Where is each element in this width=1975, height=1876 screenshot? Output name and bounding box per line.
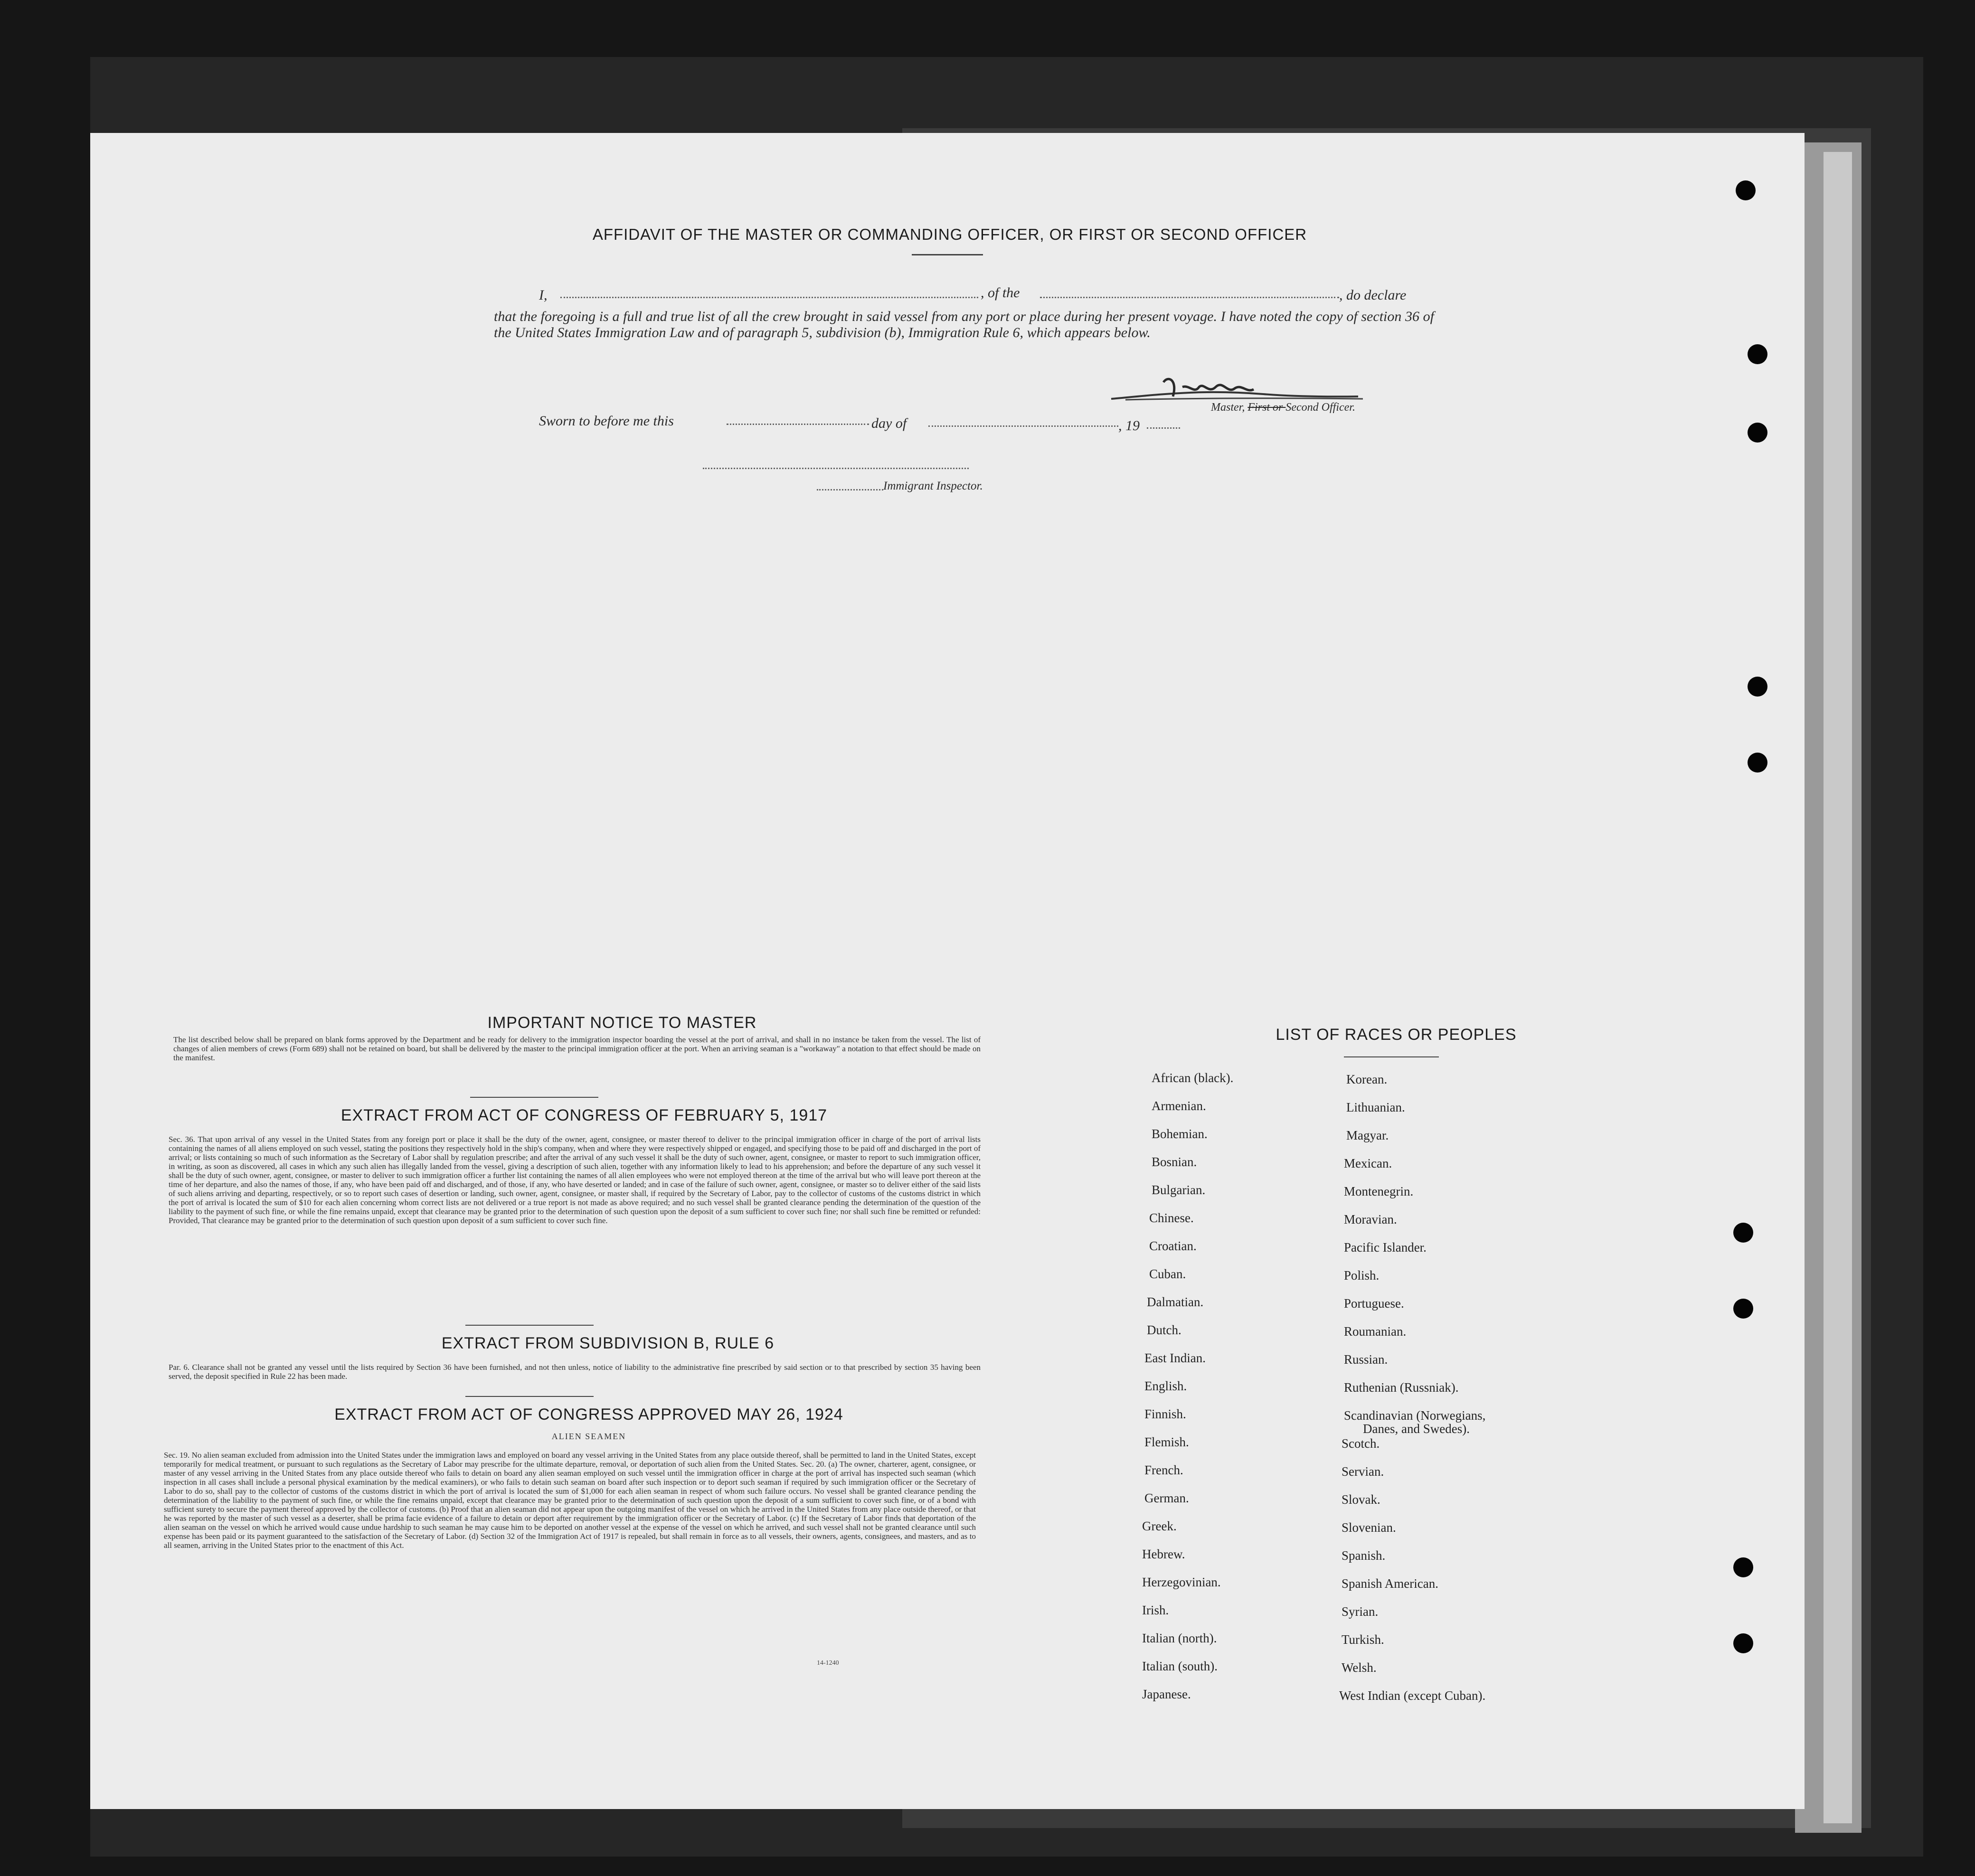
race-item: Spanish. <box>1342 1548 1386 1563</box>
race-item-continued: Danes, and Swedes). <box>1363 1422 1470 1436</box>
signature-master-label: Master, <box>1211 401 1248 414</box>
race-item: Portuguese. <box>1344 1296 1404 1310</box>
race-item: Japanese. <box>1142 1687 1191 1701</box>
affidavit-body: that the foregoing is a full and true list of all the crew brought in said vessel from any port or place during her present voyage. I have noted the copy of section 36 of the United States Immigration Law and of paragraph 5, subdivision (b), Immigration Rule 6, which appears below. <box>494 309 1434 340</box>
affidavit-title-rule <box>912 254 983 255</box>
extract-1917-rule <box>465 1325 594 1326</box>
binder-hole <box>1748 344 1767 364</box>
affidavit-do-declare-label: , do declare <box>1339 287 1407 303</box>
race-item: Mexican. <box>1344 1156 1392 1170</box>
race-item: English. <box>1144 1379 1187 1393</box>
race-item: East Indian. <box>1144 1351 1206 1365</box>
race-item: Polish. <box>1344 1268 1380 1282</box>
race-item: Dalmatian. <box>1147 1295 1204 1309</box>
signature-caption <box>1211 401 1355 414</box>
race-item: Irish. <box>1142 1603 1169 1617</box>
year-label: , 19 <box>1118 418 1140 434</box>
race-item: Slovenian. <box>1342 1520 1396 1535</box>
race-item: Armenian. <box>1152 1099 1206 1113</box>
extract-1924-title: EXTRACT FROM ACT OF CONGRESS APPROVED MAY 26, 1924 <box>334 1405 843 1423</box>
race-item: West Indian (except Cuban). <box>1339 1688 1486 1703</box>
affidavit-i-label: I, <box>539 287 548 303</box>
race-item: Bulgarian. <box>1152 1183 1206 1197</box>
extract-1924-text: Sec. 19. No alien seaman excluded from admission into the United States under the immigration laws and employed on board any vessel arriving in the United States from any place outside thereof, shall be permitted to land in the United States, except temporarily for medical treatment, or pursuant to such regulations as the Secretary of Labor may prescribe for the ultimate departure, removal, or deportation of such alien from the United States. Sec. 20. (a) The owner, charterer, agent, consignee, or master of any vessel arriving in the United States from any place outside thereof who fails to detain on board any alien seaman employed on such vessel until the immigration officer in charge at the port of arrival has inspected such seaman (which inspection in all cases shall include a personal physical examination by the medical examiners), or who fails to detain such seaman on board after such inspection or to deport such seaman if required by such immigration officer or the Secretary of Labor to do so, shall pay to the collector of customs of the customs district in which the port of arrival is located the sum of $1,000 for each alien seaman in respect of whom such failure occurs. No vessel shall be granted clearance pending the determination of the liability to the payment of such fine, or while the fine remains unpaid, except that clearance may be granted prior to the determination of such question upon the deposit of a sum sufficient to cover such fine, or of a bond with sufficient surety to secure the payment thereof approved by the collector of customs. (b) Proof that an alien seaman did not appear upon the outgoing manifest of the vessel on which he arrived in the United States from any place outside thereof, or that he was reported by the master of such vessel as a deserter, shall be prima facie evidence of a failure to detain or deport after requirement by the immigration officer or the Secretary of Labor. (c) If the Secretary of Labor finds that deportation of the alien seaman on the vessel on which he arrived would cause undue hardship to such seaman he may cause him to be deported on another vessel at the expense of the vessel on which he arrived, and such vessel shall not be granted clearance until such expense has been paid or its payment guaranteed to the satisfaction of the Secretary of Labor. (d) Section 32 of the Immigration Act of 1917 is repealed, but shall remain in force as to all vessels, their owners, agents, consignees, and masters, and as to all seamen, arriving in the United States prior to the enactment of this Act. <box>164 1451 976 1550</box>
race-item: Turkish. <box>1342 1632 1384 1647</box>
extract-rule6-title: EXTRACT FROM SUBDIVISION B, RULE 6 <box>441 1334 775 1352</box>
race-item: Spanish American. <box>1342 1576 1438 1591</box>
race-item: French. <box>1144 1463 1183 1477</box>
race-item: Herzegovinian. <box>1142 1575 1221 1589</box>
race-item: Scotch. <box>1342 1436 1380 1451</box>
races-title: LIST OF RACES OR PEOPLES <box>1276 1026 1517 1044</box>
binder-hole <box>1733 1633 1753 1653</box>
binder-hole <box>1733 1557 1753 1577</box>
sworn-month-field[interactable] <box>928 425 1118 427</box>
race-item: Italian (south). <box>1142 1659 1218 1673</box>
race-item: Croatian. <box>1149 1239 1197 1253</box>
extract-1924-subtitle: ALIEN SEAMEN <box>551 1432 626 1441</box>
binder-hole <box>1748 677 1767 697</box>
race-item: Moravian. <box>1344 1212 1397 1226</box>
race-item: Pacific Islander. <box>1344 1240 1427 1254</box>
binder-hole <box>1733 1223 1753 1243</box>
race-item: Dutch. <box>1147 1323 1181 1337</box>
race-item: Lithuanian. <box>1346 1100 1405 1114</box>
inspector-prefix-field[interactable] <box>817 489 883 490</box>
race-item: Servian. <box>1342 1464 1384 1479</box>
race-item: Bosnian. <box>1152 1155 1197 1169</box>
signature-second-label: Second Officer. <box>1285 401 1355 414</box>
inspector-label: Immigrant Inspector. <box>883 480 983 492</box>
race-item: Syrian. <box>1342 1604 1379 1619</box>
extract-rule6-text: Par. 6. Clearance shall not be granted any vessel until the lists required by Section 36 have been furnished, and not then unless, notice of liability to the administrative fine prescribed by said section or to that prescribed by section 35 having been served, the deposit specified in Rule 22 has been made. <box>169 1363 981 1381</box>
race-item: Slovak. <box>1342 1492 1380 1507</box>
race-item: Welsh. <box>1342 1660 1377 1675</box>
race-item: Bohemian. <box>1152 1127 1208 1141</box>
race-item: Ruthenian (Russniak). <box>1344 1380 1459 1395</box>
race-item: Russian. <box>1344 1352 1388 1367</box>
race-item: Chinese. <box>1149 1211 1194 1225</box>
race-item: African (black). <box>1152 1071 1234 1085</box>
extract-rule6-rule <box>465 1396 594 1397</box>
race-item: Roumanian. <box>1344 1324 1407 1339</box>
notice-rule <box>470 1097 598 1098</box>
races-title-rule <box>1344 1056 1439 1057</box>
notice-text: The list described below shall be prepared on blank forms approved by the Department and be ready for delivery to the immigration inspector boarding the vessel at the port of arrival, and shall in no instance be taken from the vessel. The list of changes of alien members of crews (Form 689) shall not be retained on board, but shall be delivered by the master to the principal immigration officer at the port. When an arriving seaman is a "workaway" a notation to that effect should be made on the manifest. <box>173 1035 981 1062</box>
race-item: Cuban. <box>1149 1267 1186 1281</box>
inspector-signature-field[interactable] <box>703 468 969 469</box>
extract-1917-text: Sec. 36. That upon arrival of any vessel in the United States from any foreign port or place it shall be the duty of the owner, agent, consignee, or master thereof to deliver to the principal immigration officer in charge of the port of arrival lists containing the names of all aliens employed on such vessel, stating the positions they respectively hold in the ship's company, when and where they were respectively shipped or engaged, and specifying those to be paid off and discharged in the port of arrival; or lists containing so much of such information as the Secretary of Labor shall by regulation prescribe; and after the arrival of any such vessel it shall be the duty of such owner, agent, consignee, or master to report to such immigration officer, in writing, as soon as discovered, all cases in which any such alien has illegally landed from the vessel, giving a description of such alien, together with any information likely to lead to his apprehension; and before the departure of any such vessel it shall be the duty of such owner, agent, consignee, or master to deliver to such immigration officer a further list containing the names of all alien employees who were not employed thereon at the time of the arrival but who will leave port thereon at the time of her departure, and also the names of those, if any, who have been paid off and discharged, and of those, if any, who have deserted or landed; and in case of the failure of such owner, agent, consignee, or master so to deliver either of the said lists of such aliens arriving and departing, respectively, or so to report such cases of desertion or landing, such owner, agent, consignee, or master shall, if required by the Secretary of Labor, pay to the collector of customs of the customs district in which the port of arrival is located the sum of $10 for each alien concerning whom correct lists are not delivered or a true report is not made as above required; and no such vessel shall be granted clearance pending the determination of the question of the liability to the payment of such fine, or while the fine remains unpaid, except that clearance may be granted prior to the determination of such question upon the deposit of a sum sufficient to cover such fine; nor shall such fine be remitted or refunded: Provided, That clearance may be granted prior to the determination of such question upon deposit of a sum sufficient to cover such fine. <box>169 1135 981 1225</box>
race-item: Scandinavian (Norwegians, <box>1344 1408 1486 1423</box>
binder-hole <box>1733 1299 1753 1319</box>
document-page <box>90 133 1805 1809</box>
race-item: Korean. <box>1346 1072 1388 1086</box>
sworn-label: Sworn to before me this <box>539 413 674 429</box>
extract-1917-title: EXTRACT FROM ACT OF CONGRESS OF FEBRUARY 5, 1917 <box>340 1106 828 1124</box>
race-item: Finnish. <box>1144 1407 1186 1421</box>
binder-hole <box>1736 180 1756 200</box>
day-of-label: day of <box>871 415 907 431</box>
master-name-field[interactable] <box>560 297 978 298</box>
race-item: Montenegrin. <box>1344 1184 1414 1198</box>
race-item: Hebrew. <box>1142 1547 1185 1561</box>
race-item: Flemish. <box>1144 1435 1189 1449</box>
race-item: Italian (north). <box>1142 1631 1217 1645</box>
vessel-name-field[interactable] <box>1040 297 1339 298</box>
race-item: Greek. <box>1142 1519 1177 1533</box>
binder-hole <box>1748 423 1767 443</box>
race-item: Magyar. <box>1346 1128 1389 1142</box>
page-edge-highlight <box>1824 152 1852 1823</box>
race-item: German. <box>1144 1491 1189 1505</box>
notice-title: IMPORTANT NOTICE TO MASTER <box>487 1014 757 1032</box>
form-number: 14-1240 <box>817 1659 839 1667</box>
signature-struck-label: First or <box>1247 401 1286 414</box>
sworn-year-field[interactable] <box>1147 427 1180 429</box>
sworn-day-field[interactable] <box>727 424 869 425</box>
binder-hole <box>1748 753 1767 773</box>
affidavit-of-the-label: , of the <box>981 285 1020 301</box>
affidavit-title: AFFIDAVIT OF THE MASTER OR COMMANDING OFFICER, OR FIRST OR SECOND OFFICER <box>592 226 1307 243</box>
